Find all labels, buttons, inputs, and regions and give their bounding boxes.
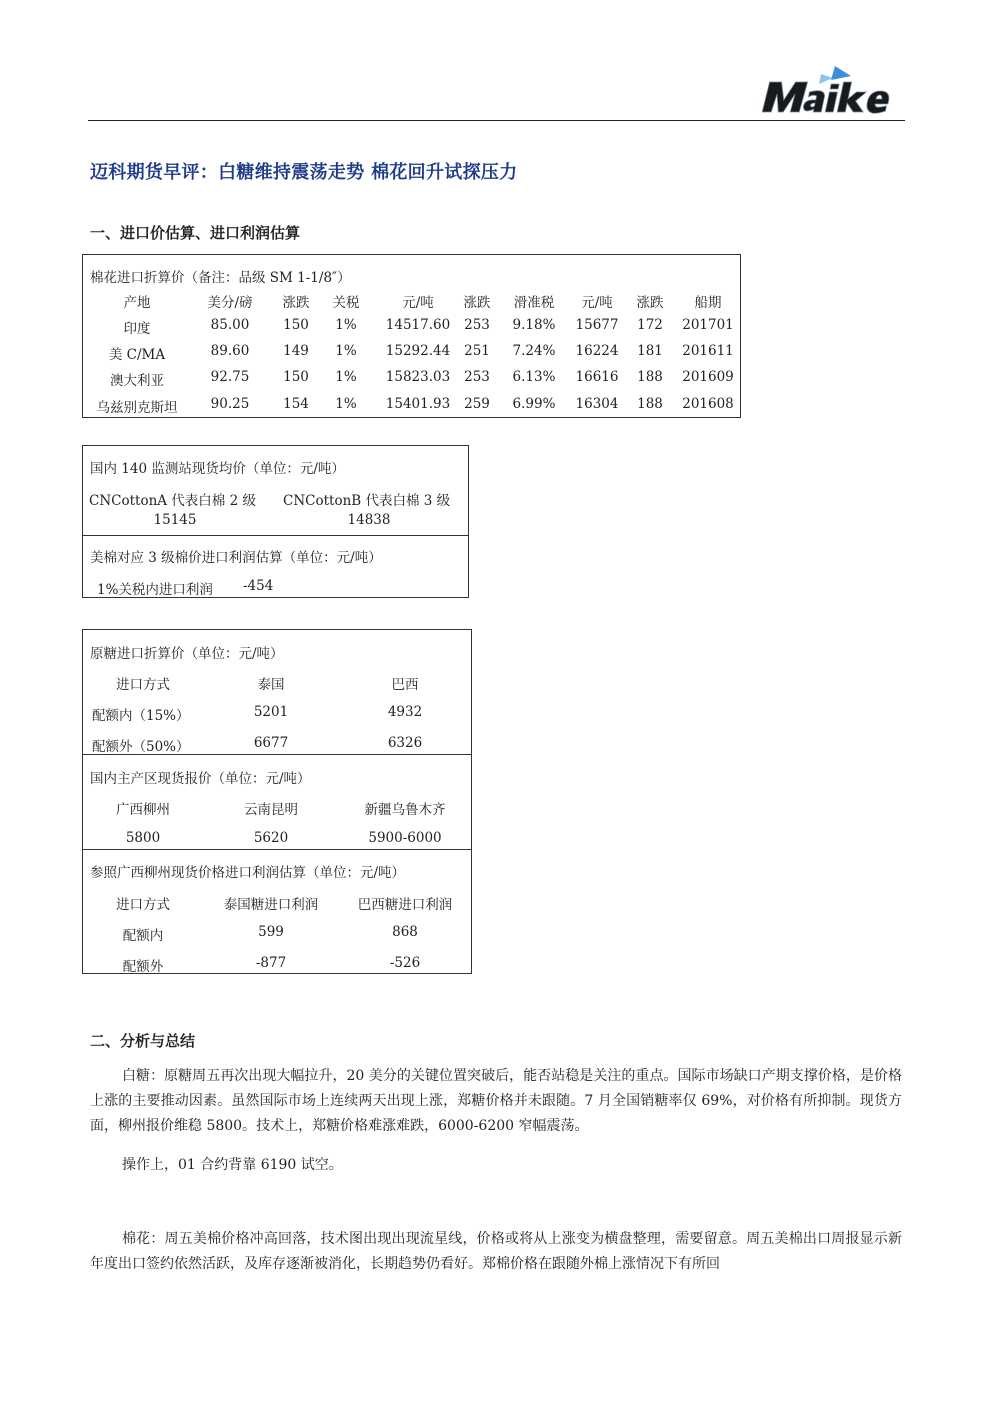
cotton-import-cell: 251: [464, 343, 490, 359]
cotton-profit-caption: 美棉对应 3 级棉价进口利润估算（单位：元/吨）: [90, 550, 382, 566]
sugar-profit-header: 进口方式: [116, 897, 170, 913]
sugar-import-header-brazil: 巴西: [391, 677, 419, 693]
logo-wordmark: [762, 82, 893, 113]
cotton-import-column-header: 涨跌: [282, 295, 310, 311]
cotton-import-cell: 154: [283, 396, 309, 412]
cotton-domestic-caption: 国内 140 监测站现货均价（单位：元/吨）: [90, 461, 345, 477]
cotton-import-cell: 16224: [575, 343, 619, 359]
sugar-spot-region: 云南昆明: [244, 802, 298, 818]
cotton-import-cell: 1%: [335, 396, 357, 412]
cotton-import-cell: 90.25: [210, 396, 250, 412]
cotton-import-origin: 美 C/MA: [108, 347, 166, 363]
sugar-profit-value: -526: [389, 955, 421, 971]
cotton-profit-value: -454: [243, 578, 274, 594]
cotton-import-origin: 乌兹别克斯坦: [96, 400, 178, 416]
cotton-import-cell: 149: [283, 343, 309, 359]
cotton-import-column-header: 涨跌: [463, 295, 491, 311]
cotton-import-cell: 15292.44: [385, 343, 451, 359]
sugar-import-header-method: 进口方式: [116, 677, 170, 693]
cotton-import-cell: 15823.03: [385, 369, 451, 385]
sugar-spot-price: 5900-6000: [368, 830, 442, 846]
cotton-import-caption: 棉花进口折算价（备注：品级 SM 1-1/8″）: [90, 270, 351, 286]
cotton-import-origin: 印度: [123, 321, 151, 337]
cotton-import-cell: 188: [637, 396, 663, 412]
sugar-profit-value: 599: [258, 924, 284, 940]
cotton-import-cell: 16304: [575, 396, 619, 412]
sugar-profit-header: 巴西糖进口利润: [357, 897, 453, 913]
sugar-spot-price: 5620: [253, 830, 289, 846]
cncotton-a-value: 15145: [153, 512, 197, 528]
cotton-import-cell: 253: [464, 317, 490, 333]
sugar-spot-caption: 国内主产区现货报价（单位：元/吨）: [90, 771, 311, 787]
sugar-import-row-label: 配额内（15%）: [92, 708, 190, 724]
cotton-import-cell: 15401.93: [385, 396, 451, 412]
cncotton-b-value: 14838: [347, 512, 391, 528]
cotton-import-cell: 14517.60: [385, 317, 451, 333]
sugar-divider-2: [82, 849, 472, 850]
cotton-import-origin: 澳大利亚: [110, 373, 164, 389]
sugar-spot-region: 广西柳州: [116, 802, 170, 818]
cotton-import-cell: 201608: [682, 396, 734, 412]
cotton-import-cell: 150: [283, 369, 309, 385]
sugar-analysis-paragraph: 白糖：原糖周五再次出现大幅拉升，20 美分的关键位置突破后，能否站稳是关注的重点。国际市场缺口产期支撑价格，是价格上涨的主要推动因素。虽然国际市场上连续两天出现上涨，郑糖价格并未跟随。7 月全国销糖率仅 69%，对价格有所抑制。现货方面，柳州报价维稳 5800。技术上，郑糖价格难涨难跌，6000-6200 窄幅震荡。: [90, 1068, 902, 1134]
cncotton-a-label: CNCottonA 代表白棉 2 级: [89, 493, 256, 509]
sugar-profit-row-label: 配额内: [122, 928, 164, 944]
cotton-import-cell: 201701: [682, 317, 734, 333]
cotton-import-cell: 253: [464, 369, 490, 385]
cotton-import-cell: 6.99%: [512, 396, 556, 412]
sugar-profit-value: -877: [255, 955, 287, 971]
cotton-import-cell: 92.75: [210, 369, 250, 385]
cotton-import-cell: 16616: [575, 369, 619, 385]
cotton-analysis-paragraph: 棉花：周五美棉价格冲高回落，技术图出现出现流星线，价格或将从上涨变为横盘整理，需要留意。周五美棉出口周报显示新年度出口签约依然活跃，及库存逐渐被消化，长期趋势仍看好。郑棉价格在跟随外棉上涨情况下有所回: [90, 1231, 902, 1272]
sugar-profit-header: 泰国糖进口利润: [223, 897, 319, 913]
sugar-import-caption: 原糖进口折算价（单位：元/吨）: [90, 646, 284, 662]
cotton-import-cell: 85.00: [210, 317, 250, 333]
sugar-spot-region: 新疆乌鲁木齐: [364, 802, 446, 818]
sugar-profit-row-label: 配额外: [122, 959, 164, 975]
sugar-profit-caption: 参照广西柳州现货价格进口利润估算（单位：元/吨）: [90, 865, 406, 881]
cotton-import-cell: 201609: [682, 369, 734, 385]
cotton-profit-label: 1%关税内进口利润: [97, 582, 213, 598]
cotton-import-cell: 6.13%: [512, 369, 556, 385]
sugar-import-value: 6326: [387, 735, 423, 751]
cotton-import-cell: 9.18%: [512, 317, 556, 333]
sugar-profit-value: 868: [392, 924, 418, 940]
cotton-import-cell: 172: [637, 317, 663, 333]
sugar-import-value: 6677: [253, 735, 289, 751]
section-2-heading: 二、分析与总结: [90, 1032, 196, 1050]
cotton-import-column-header: 美分/磅: [207, 295, 253, 311]
maike-logo: [755, 66, 905, 118]
logo-accent-triangle-2: [819, 74, 833, 84]
cotton-import-cell: 7.24%: [512, 343, 556, 359]
cotton-import-column-header: 关税: [332, 295, 360, 311]
cotton-import-column-header: 元/吨: [581, 295, 613, 311]
cotton-import-column-header: 滑准税: [513, 295, 555, 311]
header-divider: [88, 120, 905, 121]
cotton-import-column-header: 涨跌: [636, 295, 664, 311]
cotton-import-cell: 89.60: [210, 343, 250, 359]
cotton-import-cell: 201611: [682, 343, 734, 359]
cotton-import-cell: 188: [637, 369, 663, 385]
sugar-import-row-label: 配额外（50%）: [92, 739, 190, 755]
sugar-operation-paragraph: 操作上，01 合约背靠 6190 试空。: [122, 1157, 343, 1173]
cotton-import-cell: 1%: [335, 369, 357, 385]
sugar-import-header-thailand: 泰国: [257, 677, 285, 693]
cotton-import-cell: 150: [283, 317, 309, 333]
sugar-spot-price: 5800: [125, 830, 161, 846]
cotton-domestic-divider: [82, 535, 469, 536]
cotton-import-column-header: 元/吨: [402, 295, 434, 311]
cotton-import-cell: 1%: [335, 317, 357, 333]
document-title: 迈科期货早评：白糖维持震荡走势 棉花回升试探压力: [90, 162, 518, 183]
logo-accent-triangle: [831, 66, 851, 80]
cotton-import-cell: 1%: [335, 343, 357, 359]
cotton-import-column-header: 船期: [694, 295, 722, 311]
cotton-import-cell: 181: [637, 343, 663, 359]
sugar-import-value: 4932: [387, 704, 423, 720]
cotton-import-cell: 259: [464, 396, 490, 412]
cotton-import-cell: 15677: [575, 317, 619, 333]
cncotton-b-label: CNCottonB 代表白棉 3 级: [283, 493, 451, 509]
section-1-heading: 一、进口价估算、进口利润估算: [90, 224, 301, 242]
cotton-import-column-header: 产地: [123, 295, 151, 311]
sugar-import-value: 5201: [253, 704, 289, 720]
